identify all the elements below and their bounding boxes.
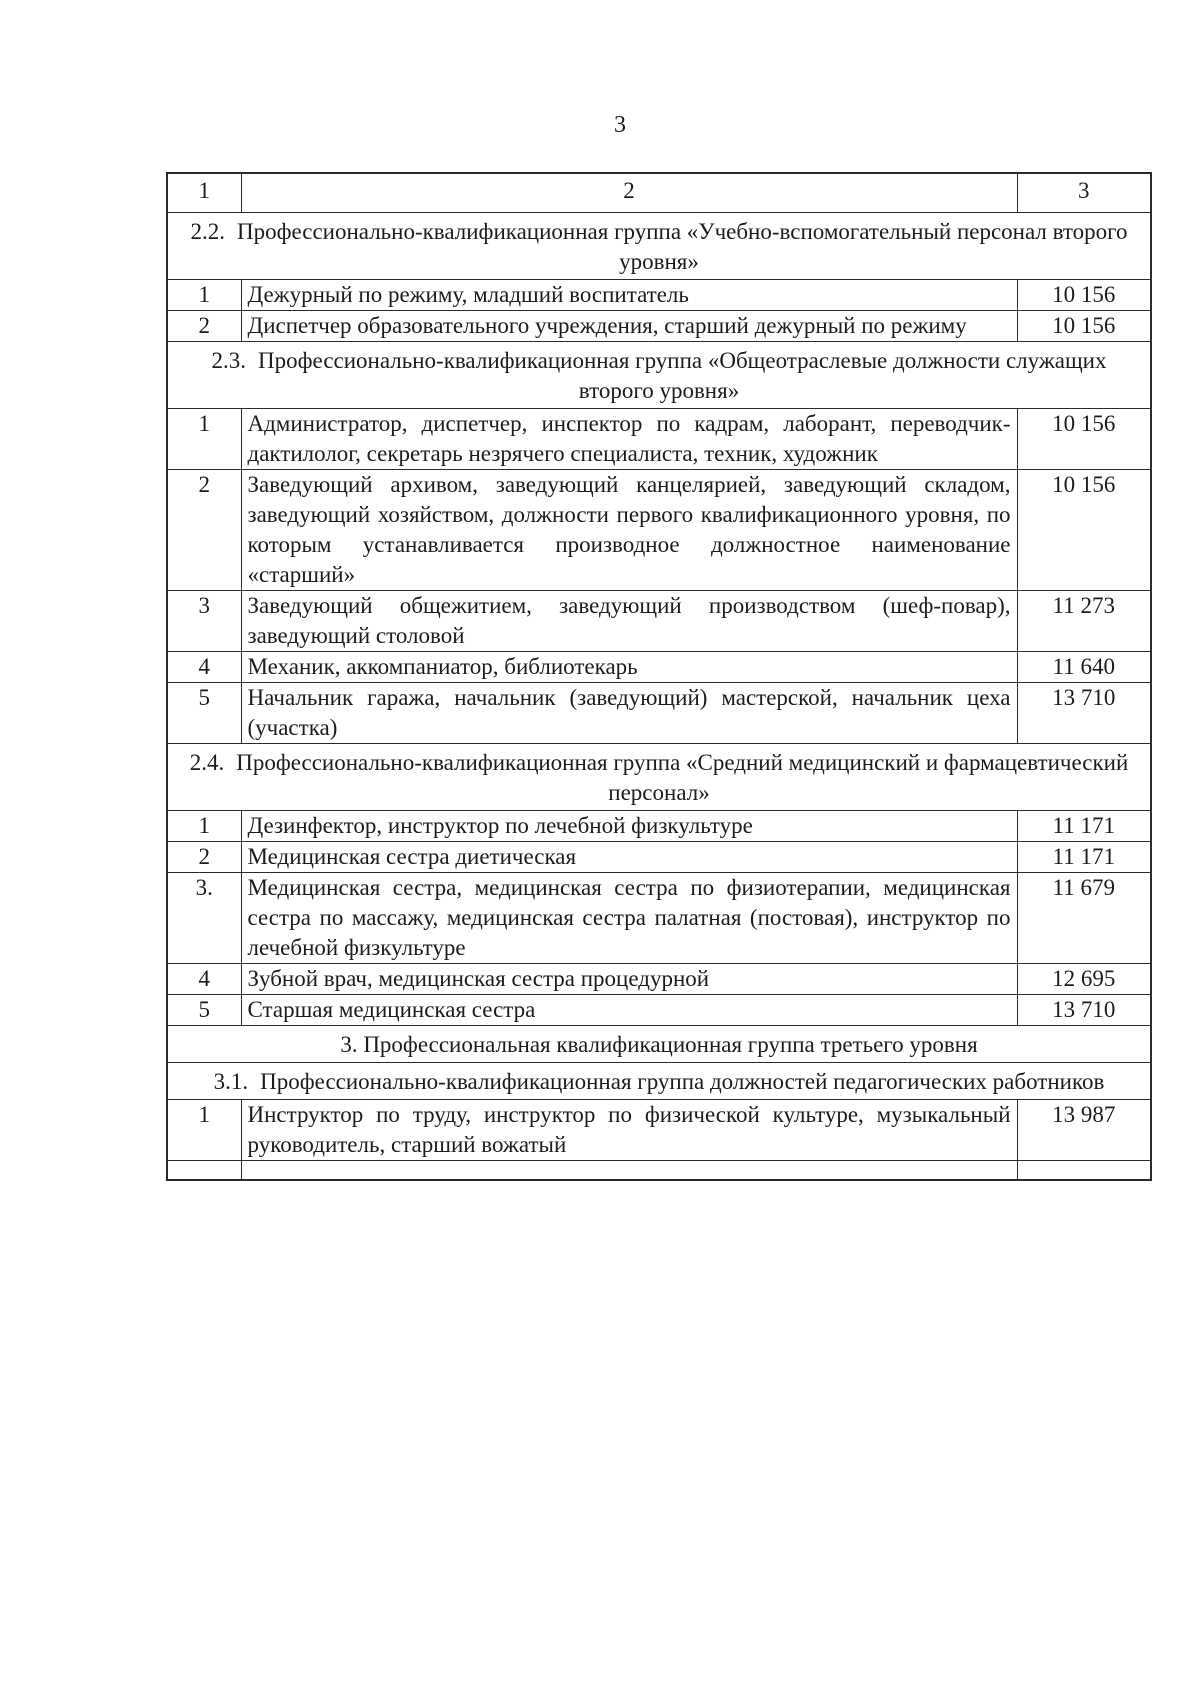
group-title: Профессионально-квалификационная группа «Средний медицинский и фармацевтический персонал» xyxy=(236,750,1129,805)
salary-value: 12 695 xyxy=(1017,964,1151,995)
table-row xyxy=(167,873,1151,964)
row-number: 4 xyxy=(167,964,241,995)
row-number: 5 xyxy=(167,995,241,1026)
table-row xyxy=(167,1100,1151,1161)
row-number: 1 xyxy=(167,811,241,842)
salary-table xyxy=(166,172,1152,1181)
row-number: 5 xyxy=(167,683,241,744)
salary-value: 11 640 xyxy=(1017,652,1151,683)
position-description: Заведующий архивом, заведующий канцелярией, заведующий складом, заведующий хозяйством, должности первого квалификационного уровня, по которым устанавливается производное должностное наименование «старший» xyxy=(241,470,1017,591)
table-row xyxy=(167,470,1151,591)
row-number: 2 xyxy=(167,470,241,591)
position-description: Начальник гаража, начальник (заведующий) мастерской, начальник цеха (участка) xyxy=(241,683,1017,744)
position-description: Медицинская сестра, медицинская сестра по физиотерапии, медицинская сестра по массажу, медицинская сестра палатная (постовая), инструктор по лечебной физкультуре xyxy=(241,873,1017,964)
group-header-row xyxy=(167,213,1151,280)
column-number-2: 2 xyxy=(241,173,1017,213)
table-row xyxy=(167,842,1151,873)
position-description: Администратор, диспетчер, инспектор по кадрам, лаборант, переводчик-дактилолог, секретарь незрячего специалиста, техник, художник xyxy=(241,409,1017,470)
group-title-cell xyxy=(167,1063,1151,1100)
salary-value: 10 156 xyxy=(1017,470,1151,591)
group-title: 3. Профессиональная квалификационная группа третьего уровня xyxy=(340,1032,978,1057)
table-row xyxy=(167,591,1151,652)
empty-cell xyxy=(1017,1161,1151,1181)
table-row xyxy=(167,311,1151,342)
salary-value: 11 171 xyxy=(1017,842,1151,873)
position-description: Дезинфектор, инструктор по лечебной физкультуре xyxy=(241,811,1017,842)
table-row xyxy=(167,995,1151,1026)
row-number: 3. xyxy=(167,873,241,964)
group-header-row xyxy=(167,1063,1151,1100)
salary-value: 10 156 xyxy=(1017,311,1151,342)
row-number: 3 xyxy=(167,591,241,652)
column-number-1: 1 xyxy=(167,173,241,213)
group-title-cell xyxy=(167,342,1151,409)
position-description: Механик, аккомпаниатор, библиотекарь xyxy=(241,652,1017,683)
group-title: Профессионально-квалификационная группа должностей педагогических работников xyxy=(260,1069,1105,1094)
row-number: 1 xyxy=(167,280,241,311)
salary-value: 11 679 xyxy=(1017,873,1151,964)
row-number: 4 xyxy=(167,652,241,683)
salary-value: 10 156 xyxy=(1017,280,1151,311)
table-row xyxy=(167,811,1151,842)
group-title-cell xyxy=(167,213,1151,280)
empty-cell xyxy=(167,1161,241,1181)
table-header-row xyxy=(167,173,1151,213)
group-header-row xyxy=(167,342,1151,409)
table-row xyxy=(167,964,1151,995)
table-row xyxy=(167,409,1151,470)
page-number: 3 xyxy=(614,112,626,138)
column-number-3: 3 xyxy=(1017,173,1151,213)
group-title: Профессионально-квалификационная группа «Учебно-вспомогательный персонал второго уровня» xyxy=(236,219,1128,274)
position-description: Медицинская сестра диетическая xyxy=(241,842,1017,873)
salary-table-body xyxy=(167,173,1151,1180)
position-description: Заведующий общежитием, заведующий производством (шеф-повар), заведующий столовой xyxy=(241,591,1017,652)
group-id: 2.4. xyxy=(189,750,225,775)
salary-value: 11 171 xyxy=(1017,811,1151,842)
group-id: 2.2. xyxy=(190,219,225,244)
salary-value: 10 156 xyxy=(1017,409,1151,470)
position-description: Старшая медицинская сестра xyxy=(241,995,1017,1026)
salary-value: 13 987 xyxy=(1017,1100,1151,1161)
row-number: 2 xyxy=(167,842,241,873)
row-number: 1 xyxy=(167,409,241,470)
row-number: 2 xyxy=(167,311,241,342)
position-description: Диспетчер образовательного учреждения, старший дежурный по режиму xyxy=(241,311,1017,342)
row-number: 1 xyxy=(167,1100,241,1161)
salary-value: 13 710 xyxy=(1017,683,1151,744)
salary-value: 13 710 xyxy=(1017,995,1151,1026)
table-row xyxy=(167,683,1151,744)
group-title-cell xyxy=(167,1026,1151,1063)
empty-cell xyxy=(241,1161,1017,1181)
position-description: Инструктор по труду, инструктор по физической культуре, музыкальный руководитель, старший вожатый xyxy=(241,1100,1017,1161)
group-title: Профессионально-квалификационная группа «Общеотраслевые должности служащих второго уровня» xyxy=(258,348,1107,403)
position-description: Дежурный по режиму, младший воспитатель xyxy=(241,280,1017,311)
table-row xyxy=(167,280,1151,311)
group-title-cell xyxy=(167,744,1151,811)
table-bottom-spacer xyxy=(167,1161,1151,1181)
position-description: Зубной врач, медицинская сестра процедурной xyxy=(241,964,1017,995)
group-id: 2.3. xyxy=(211,348,247,373)
salary-value: 11 273 xyxy=(1017,591,1151,652)
group-id: 3.1. xyxy=(213,1069,249,1094)
group-header-row xyxy=(167,1026,1151,1063)
group-header-row xyxy=(167,744,1151,811)
table-row xyxy=(167,652,1151,683)
